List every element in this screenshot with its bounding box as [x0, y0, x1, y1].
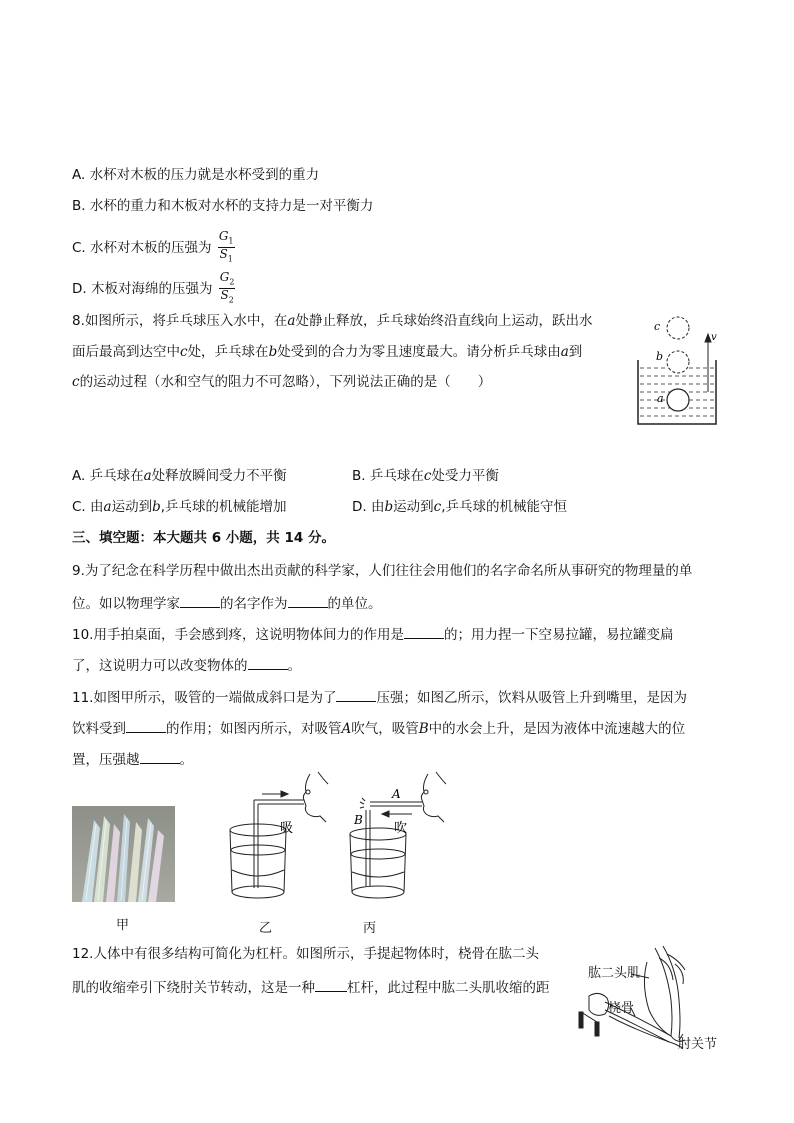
label-a: a: [657, 392, 664, 405]
drinking-straw-figure: [220, 770, 330, 905]
text: 的单位。: [327, 596, 382, 612]
var-a: a: [103, 499, 112, 515]
label-elbow-joint: 肘关节: [678, 1037, 718, 1052]
label-radius: 桡骨: [608, 1001, 635, 1016]
q10-line1: [72, 624, 673, 644]
q11-line1: [72, 687, 687, 707]
label-xi: 吸: [280, 821, 294, 836]
q10-line2: [72, 655, 301, 675]
label-c: c: [654, 320, 661, 333]
section-3-heading: 三、填空题：本大题共 6 小题，共 14 分。: [72, 530, 335, 546]
text: 面后最高到达空中: [72, 344, 180, 360]
caption-jia: 甲: [116, 918, 130, 933]
label-chui: 吹: [394, 821, 408, 836]
label-B: B: [354, 813, 363, 827]
frac-num: G: [218, 229, 229, 243]
var-a: a: [143, 468, 152, 484]
var-b: b: [268, 344, 278, 360]
text: 的；用力捏一下空易拉罐，易拉罐变扁: [443, 627, 674, 643]
text: 了，这说明力可以改变物体的: [72, 658, 248, 674]
q8-option-a: [72, 467, 287, 485]
var-c: c: [72, 374, 80, 390]
text: 10.用手拍桌面，手会感到疼，这说明物体间力的作用是: [72, 627, 404, 643]
var-B: B: [418, 721, 429, 737]
frac-den-sub: 1: [227, 254, 233, 264]
q12-line2: [72, 977, 550, 997]
answer-blank[interactable]: [315, 977, 347, 992]
var-b: b: [152, 499, 161, 515]
q9-line1: 9.为了纪念在科学历程中做出杰出贡献的科学家，人们往往会用他们的名字命名所从事研究的物理量的单: [72, 563, 693, 579]
text: 处静止释放，乒乓球始终沿直线向上运动，跃出水: [295, 313, 593, 329]
label-A: A: [392, 787, 401, 801]
text: 肌的收缩牵引下绕肘关节转动，这是一种: [72, 980, 315, 996]
q7-option-d: [72, 271, 235, 307]
label-v: v: [711, 332, 717, 343]
answer-blank[interactable]: [288, 593, 328, 608]
q7-option-d-text: D. 木板对海绵的压强为: [72, 280, 213, 297]
var-a: a: [560, 344, 569, 360]
answer-blank[interactable]: [336, 687, 376, 702]
q7-option-c: [72, 230, 235, 266]
text: 11.如图甲所示，吸管的一端做成斜口是为了: [72, 690, 337, 706]
q7-option-b: B. 水杯的重力和木板对水杯的支持力是一对平衡力: [72, 198, 374, 214]
text: 。: [287, 658, 301, 674]
text: C. 由: [72, 499, 104, 515]
q11-line3: [72, 749, 193, 769]
q8-option-d: [352, 498, 567, 516]
text: 的作用；如图丙所示，对吸管: [166, 721, 342, 737]
var-c: c: [423, 468, 432, 484]
frac-den-sub: 2: [228, 295, 234, 305]
q8-line1: [72, 312, 592, 330]
caption-yi: 乙: [259, 921, 273, 936]
text: 到: [568, 344, 583, 360]
answer-blank[interactable]: [404, 624, 444, 639]
var-A: A: [341, 721, 352, 737]
frac-num: G: [219, 270, 230, 284]
q8-line3: [72, 373, 491, 391]
q8-option-b: [352, 467, 499, 485]
q7-option-d-fraction: [219, 271, 236, 307]
q9-line2: [72, 593, 382, 613]
straws-photo: [72, 806, 175, 902]
text: ,乒乓球的机械能守恒: [441, 499, 567, 515]
caption-bing: 丙: [363, 921, 377, 936]
text: 中的水会上升，是因为液体中流速越大的位: [428, 721, 686, 737]
text: 8.如图所示，将乒乓球压入水中，在: [72, 313, 288, 329]
label-b: b: [656, 350, 664, 363]
text: 的名字作为: [220, 596, 288, 612]
text: 的运动过程（水和空气的阻力不可忽略），下列说法正确的是（ ）: [79, 374, 492, 390]
var-c: c: [433, 499, 442, 515]
answer-blank[interactable]: [180, 593, 220, 608]
q7-option-c-fraction: [218, 230, 235, 266]
text: 位。如以物理学家: [72, 596, 180, 612]
answer-blank[interactable]: [248, 655, 288, 670]
ping-pong-ball-figure: [632, 312, 722, 428]
label-biceps: 肱二头肌: [588, 966, 641, 981]
frac-num-sub: 1: [228, 236, 234, 246]
text: ,乒乓球的机械能增加: [160, 499, 287, 515]
var-c: c: [180, 344, 188, 360]
blowing-straw-figure: [342, 770, 452, 905]
q8-option-c: [72, 498, 287, 516]
q11-line2: [72, 718, 685, 738]
frac-den: S: [219, 247, 228, 262]
text: 处受力平衡: [431, 468, 499, 484]
frac-den: S: [220, 288, 229, 303]
text: 运动到: [393, 499, 434, 515]
q8-line2: [72, 343, 582, 361]
text: 饮料受到: [72, 721, 126, 737]
frac-num-sub: 2: [229, 277, 235, 287]
text: 置，压强越: [72, 752, 140, 768]
answer-blank[interactable]: [140, 749, 180, 764]
text: 吹气，吸管: [351, 721, 419, 737]
var-b: b: [384, 499, 394, 515]
text: A. 乒乓球在: [72, 468, 144, 484]
q12-line1: 12.人体中有很多结构可简化为杠杆。如图所示，手提起物体时，桡骨在肱二头: [72, 946, 539, 962]
text: B. 乒乓球在: [352, 468, 424, 484]
text: 处受到的合力为零且速度最大。请分析乒乓球由: [277, 344, 561, 360]
q7-option-c-text: C. 水杯对木板的压强为: [72, 239, 212, 256]
answer-blank[interactable]: [126, 718, 166, 733]
text: 处释放瞬间受力不平衡: [151, 468, 287, 484]
q7-option-a: A. 水杯对木板的压力就是水杯受到的重力: [72, 167, 320, 183]
text: 杠杆，此过程中肱二头肌收缩的距: [347, 980, 550, 996]
text: 。: [179, 752, 193, 768]
var-a: a: [287, 313, 296, 329]
text: D. 由: [352, 499, 385, 515]
text: 压强；如图乙所示，饮料从吸管上升到嘴里，是因为: [376, 690, 687, 706]
text: 运动到: [111, 499, 153, 515]
text: 处，乒乓球在: [187, 344, 269, 360]
